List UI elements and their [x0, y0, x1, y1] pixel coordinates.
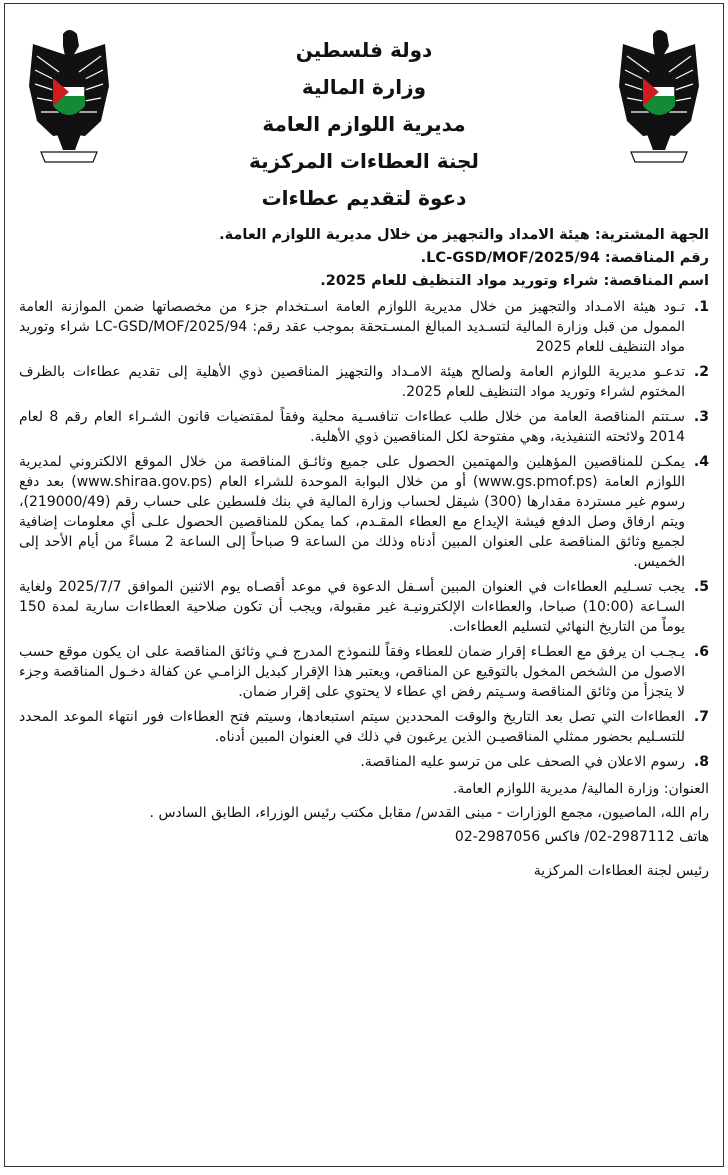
address-text: رام الله، الماصيون، مجمع الوزارات - مبنى القدس/ مقابل مكتب رئيس الوزراء، الطابق السادس . [149, 805, 709, 821]
phone-fax: هاتف 2987112-02/ فاكس 2987056-02 [454, 829, 709, 845]
buyer-line: الجهة المشترية: هيئة الامداد والتجهيز من خلال مديرية اللوازم العامة. [219, 227, 709, 243]
document-header [165, 32, 563, 217]
list-item: 8. رسوم الاعلان في الصحف على من ترسو عليه المناقصة. [360, 754, 709, 770]
contact-footer [19, 777, 709, 883]
palestine-emblem-left [23, 26, 115, 166]
list-item: 5. يجب تسـليم العطاءات في العنوان المبين أسـفل الدعوة في موعد أقصـاه يوم الاثنين الموافق 2025/7/7 ولغاية السـاعة (10:00) صباحا، والعطاءات الإلكترونيـة غير مقبولة، ويجب أن تكون صلاحية العطاءات سارية لمدة 150 يوماً من التاريخ النهائي لتسليم العطاءات. [19, 579, 709, 635]
tender-number-label: رقم المناقصة: [604, 250, 709, 266]
header-invitation-title: دعوة لتقديم عطاءات [261, 186, 467, 210]
list-item: 4. يمكـن للمناقصين المؤهلين والمهتمين الحصول على جميع وثائـق المناقصة من خلال الموقع الالكتروني لمديرية اللوازم العامة (www.gs.pmof.ps) أو من خلال البوابة الموحدة للشراء العام (www.shiraa.gov.ps) بعد دفع رسوم غير مستردة مقدارها (300) شيقل لحساب وزارة المالية في بنك فلسطين على حساب رقم (219000/49)، ويتم ارفاق وصل الدفع فيشة الإيداع مع العطاء المقـدم، كما يمكن للمناقصين الحصول علـى أي معلومات إضافية لجميع وثائق المناقصة على العنوان المبين أدناه وذلك من الساعة 9 صباحاً إلى الساعة 2 مساءً من أيام الأحد إلى الخميس. [19, 454, 709, 570]
address-label: العنوان: وزارة المالية/ مديرية اللوازم العامة. [452, 781, 709, 797]
tender-number-line: رقم المناقصة: LC-GSD/MOF/2025/94. [420, 250, 709, 266]
header-state: دولة فلسطين [295, 38, 433, 62]
tender-body [19, 224, 709, 883]
tender-name-line: اسم المناقصة: شراء وتوريد مواد التنظيف للعام 2025. [320, 273, 709, 289]
eagle-emblem-icon [613, 26, 705, 166]
list-item: 7. العطاءات التي تصل بعد التاريخ والوقت المحددين سيتم استبعادها، وسيتم فتح العطاءات فور انتهاء الموعد المحدد للتسـليم بحضور ممثلي المناقصيـن الذين يرغبون في ذلك في العنوان المبين أدناه. [19, 709, 709, 745]
header-committee: لجنة العطاءات المركزية [249, 149, 479, 173]
list-item: 1. تـود هيئة الامـداد والتجهيز من خلال مديرية اللوازم العامة اسـتخدام جزء من مخصصاتها ضمن الموازنة العامة الممول من قبل وزارة المالية لتسـديد المبالغ المسـتحقة بموجب عقد رقم: LC-GSD/MOF/2025/94 شراء وتوريد مواد التنظيف للعام 2025 [19, 299, 709, 355]
signature: رئيس لجنة العطاءات المركزية [533, 863, 709, 879]
list-item: 2. تدعـو مديرية اللوازم العامة ولصالح هيئة الامـداد والتجهيز المناقصين ذوي الأهلية إلى تقديم عطاءات بالظرف المختوم لشراء وتوريد مواد التنظيف للعام 2025. [19, 364, 709, 400]
list-item: 3. سـتتم المناقصة العامة من خلال طلب عطاءات تنافسـية محلية وفقاً لمقتضيات قانون الشـراء العام رقم 8 لعام 2014 ولائحته التنفيذية، وهي مفتوحة لكل المناقصين ذوي الأهلية. [19, 409, 709, 445]
header-ministry: وزارة المالية [301, 75, 427, 99]
tender-meta [19, 224, 709, 293]
tender-conditions-list [19, 297, 709, 772]
list-item: 6. يـجـب ان يرفق مع العطـاء إقرار ضمان للعطاء وفقاً للنموذج المدرج فـي وثائق المناقصة على ان يكون موقع حسب الاصول من الشخص المخول بالتوقيع عن المناقص، ويعتبر هذا الإقرار كبديل الزامـي عن كفالة دخـول المناقصة وجزء لا يتجزأ من وثائق المناقصة وسـيتم رفض اي عطاء لا يحتوي على إقرار ضمان. [19, 644, 709, 700]
palestine-emblem-right [613, 26, 705, 166]
eagle-emblem-icon [23, 26, 115, 166]
document-page [4, 3, 724, 1167]
tender-number: LC-GSD/MOF/2025/94 [426, 250, 600, 266]
header-directorate: مديرية اللوازم العامة [262, 112, 466, 136]
